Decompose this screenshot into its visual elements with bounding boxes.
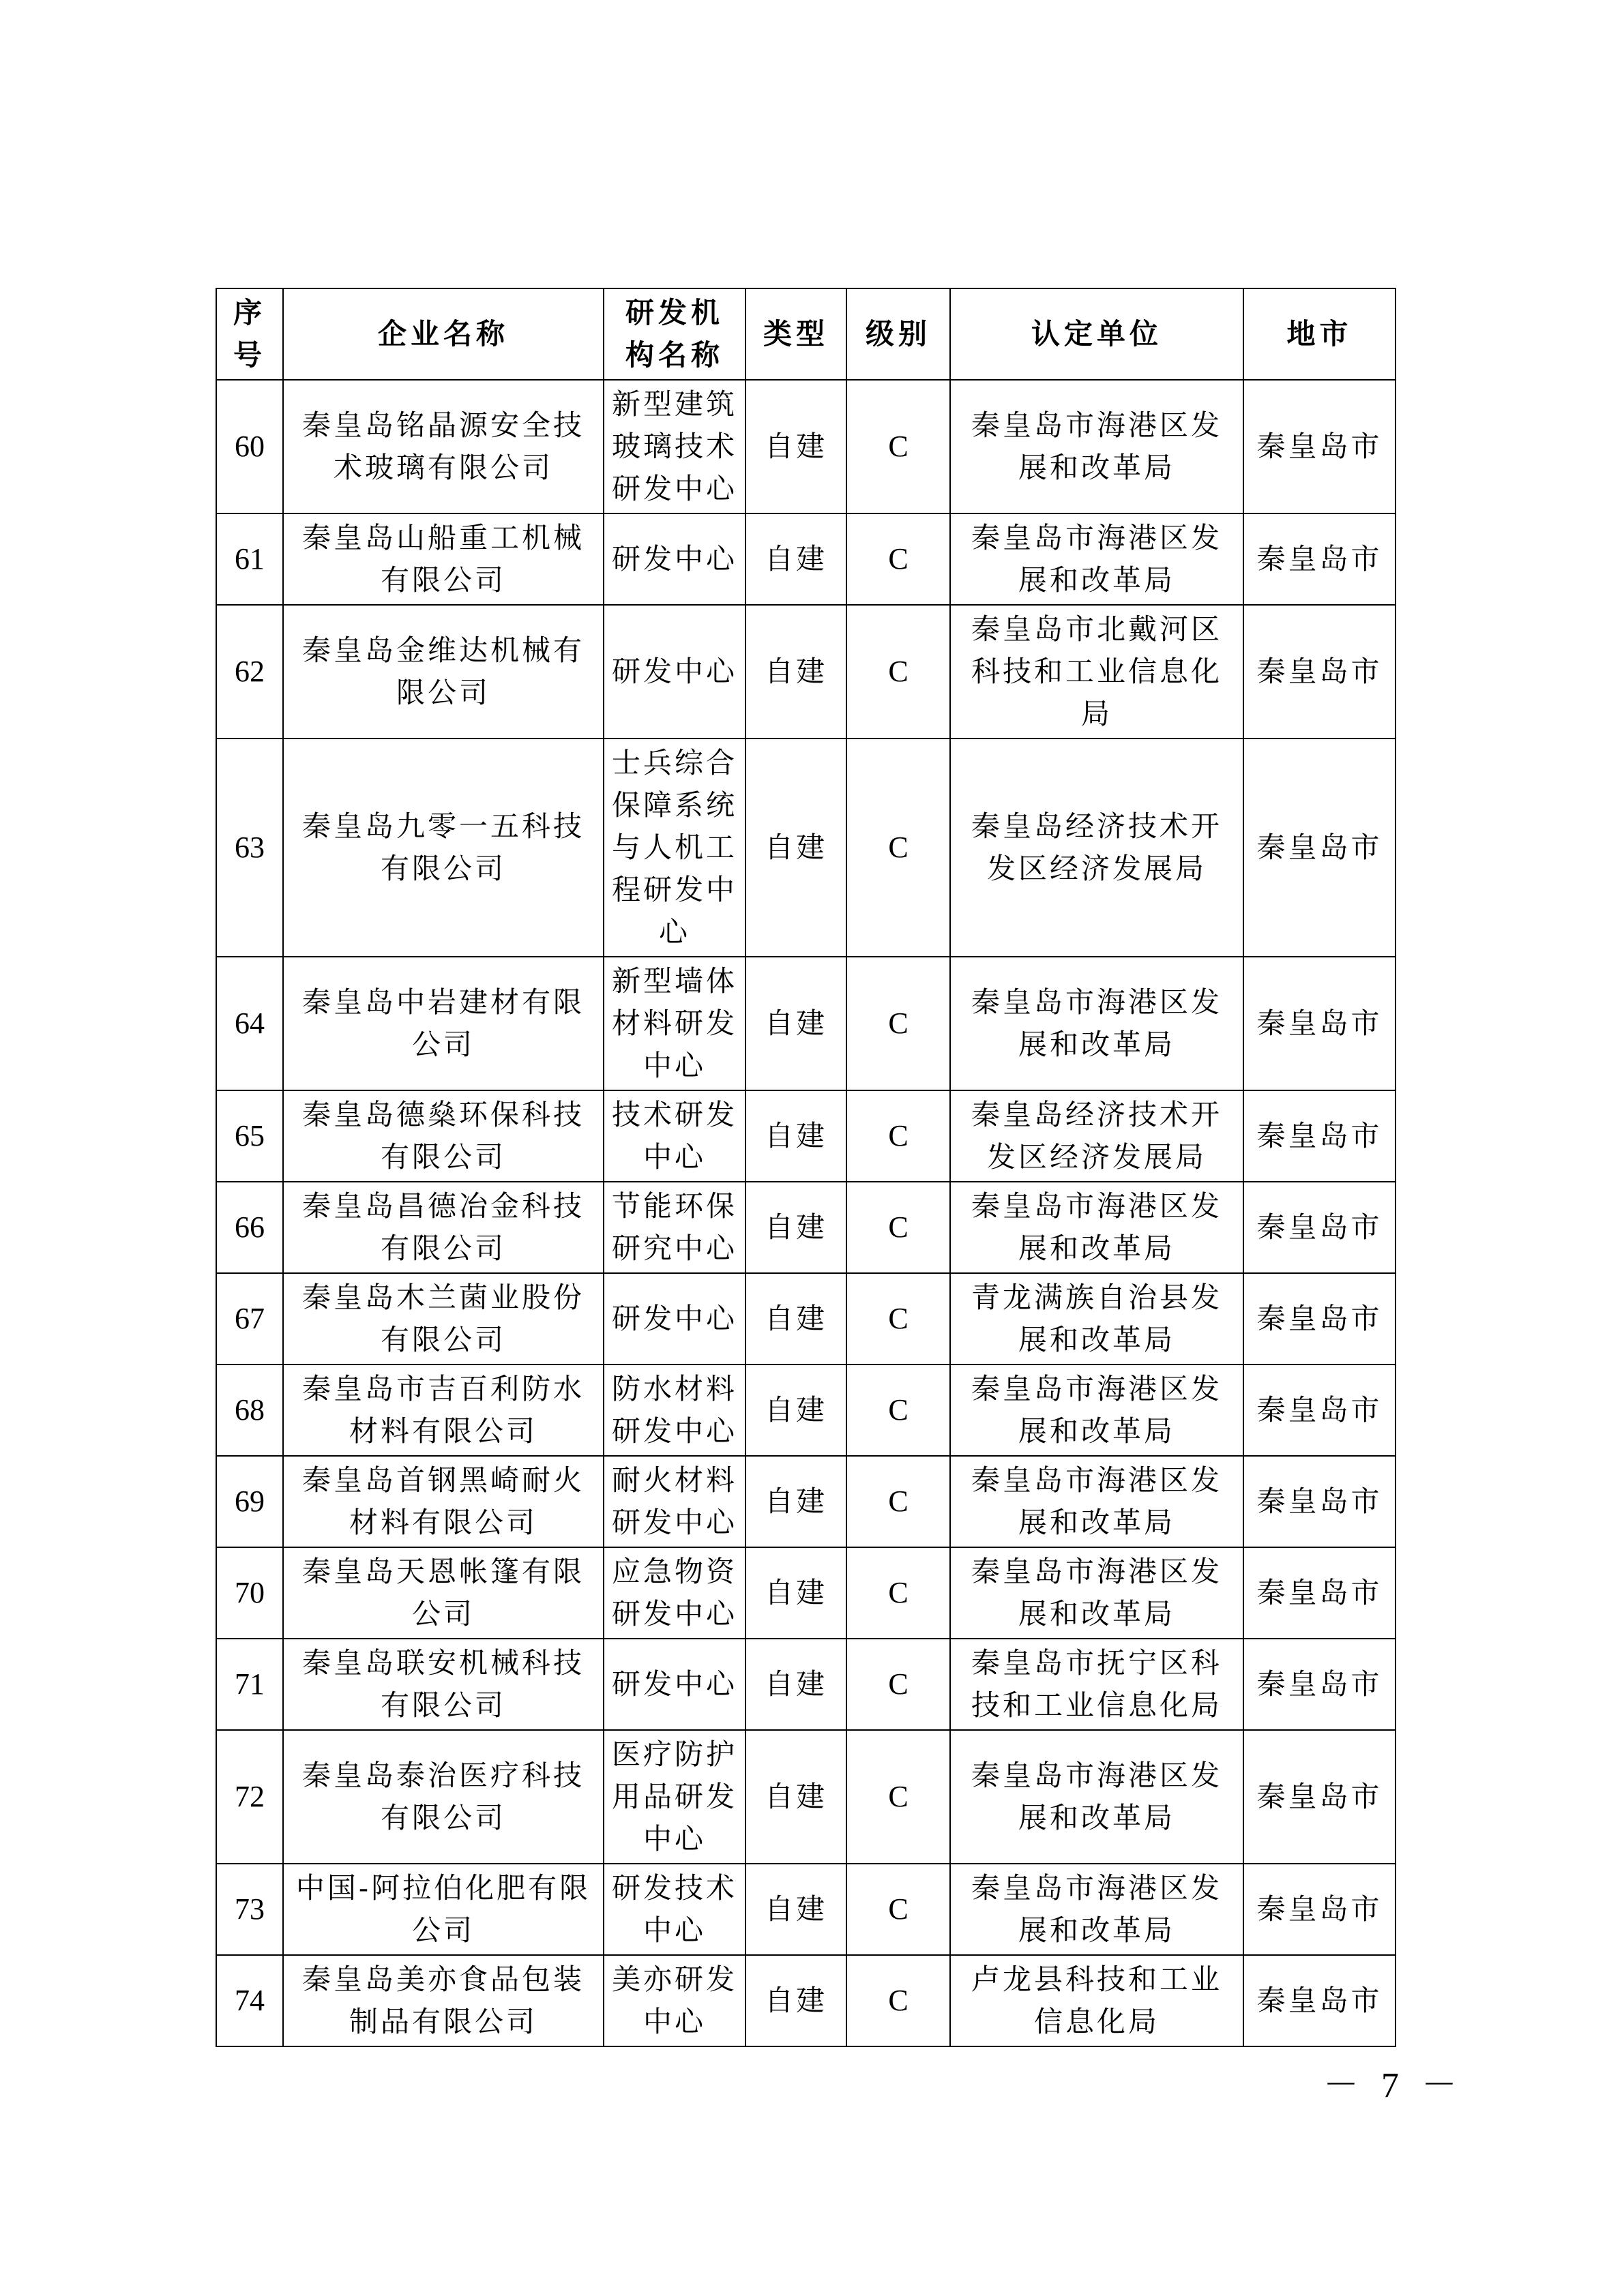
table-row [216,513,1396,605]
table-row [216,1090,1396,1182]
header-city: 地市 [1243,288,1396,380]
cell-seq: 71 [216,1639,283,1730]
cell-institution: 研发技术中心 [604,1864,745,1955]
cell-type: 自建 [745,957,846,1090]
cell-level: C [846,739,950,957]
cell-city: 秦皇岛市 [1243,605,1396,739]
cell-type: 自建 [745,1730,846,1864]
cell-city: 秦皇岛市 [1243,513,1396,605]
cell-seq: 61 [216,513,283,605]
cell-seq: 64 [216,957,283,1090]
header-authority: 认定单位 [950,288,1243,380]
cell-company: 秦皇岛金维达机械有限公司 [283,605,604,739]
cell-city: 秦皇岛市 [1243,1730,1396,1864]
cell-company: 秦皇岛市吉百利防水材料有限公司 [283,1365,604,1456]
cell-authority: 秦皇岛市海港区发展和改革局 [950,1864,1243,1955]
cell-authority: 秦皇岛经济技术开发区经济发展局 [950,739,1243,957]
cell-seq: 68 [216,1365,283,1456]
table-row [216,1365,1396,1456]
cell-level: C [846,605,950,739]
cell-city: 秦皇岛市 [1243,1547,1396,1639]
cell-level: C [846,1182,950,1273]
cell-authority: 秦皇岛市海港区发展和改革局 [950,513,1243,605]
cell-level: C [846,1730,950,1864]
cell-level: C [846,1547,950,1639]
cell-type: 自建 [745,1955,846,2046]
cell-seq: 70 [216,1547,283,1639]
cell-company: 秦皇岛首钢黑崎耐火材料有限公司 [283,1456,604,1547]
cell-type: 自建 [745,739,846,957]
cell-level: C [846,957,950,1090]
cell-seq: 72 [216,1730,283,1864]
cell-seq: 62 [216,605,283,739]
cell-authority: 秦皇岛市海港区发展和改革局 [950,380,1243,513]
cell-city: 秦皇岛市 [1243,1955,1396,2046]
table-row [216,1547,1396,1639]
cell-company: 秦皇岛美亦食品包装制品有限公司 [283,1955,604,2046]
cell-company: 中国-阿拉伯化肥有限公司 [283,1864,604,1955]
cell-authority: 秦皇岛市海港区发展和改革局 [950,1547,1243,1639]
header-type: 类型 [745,288,846,380]
table-row [216,739,1396,957]
cell-company: 秦皇岛山船重工机械有限公司 [283,513,604,605]
cell-institution: 技术研发中心 [604,1090,745,1182]
cell-authority: 秦皇岛市海港区发展和改革局 [950,1365,1243,1456]
table-row [216,380,1396,513]
cell-city: 秦皇岛市 [1243,739,1396,957]
cell-authority: 青龙满族自治县发展和改革局 [950,1273,1243,1365]
cell-type: 自建 [745,1090,846,1182]
cell-authority: 秦皇岛市海港区发展和改革局 [950,1730,1243,1864]
cell-level: C [846,1955,950,2046]
cell-company: 秦皇岛九零一五科技有限公司 [283,739,604,957]
header-seq: 序号 [216,288,283,380]
cell-city: 秦皇岛市 [1243,1639,1396,1730]
cell-company: 秦皇岛昌德冶金科技有限公司 [283,1182,604,1273]
cell-institution: 节能环保研究中心 [604,1182,745,1273]
cell-company: 秦皇岛德燊环保科技有限公司 [283,1090,604,1182]
cell-institution: 耐火材料研发中心 [604,1456,745,1547]
table-row [216,1864,1396,1955]
cell-type: 自建 [745,1273,846,1365]
cell-type: 自建 [745,605,846,739]
rd-institution-table [216,288,1396,2047]
cell-seq: 69 [216,1456,283,1547]
cell-type: 自建 [745,1182,846,1273]
cell-authority: 秦皇岛经济技术开发区经济发展局 [950,1090,1243,1182]
table-row [216,1639,1396,1730]
cell-authority: 秦皇岛市海港区发展和改革局 [950,957,1243,1090]
cell-level: C [846,1090,950,1182]
cell-city: 秦皇岛市 [1243,1090,1396,1182]
header-institution: 研发机构名称 [604,288,745,380]
cell-city: 秦皇岛市 [1243,1182,1396,1273]
cell-institution: 研发中心 [604,513,745,605]
cell-company: 秦皇岛中岩建材有限公司 [283,957,604,1090]
page-number: － 7 － [1323,2066,1464,2105]
cell-city: 秦皇岛市 [1243,1365,1396,1456]
cell-company: 秦皇岛天恩帐篷有限公司 [283,1547,604,1639]
table-row [216,1955,1396,2046]
table-row [216,605,1396,739]
cell-institution: 新型建筑玻璃技术研发中心 [604,380,745,513]
cell-city: 秦皇岛市 [1243,1456,1396,1547]
cell-type: 自建 [745,1365,846,1456]
cell-institution: 美亦研发中心 [604,1955,745,2046]
cell-institution: 士兵综合保障系统与人机工程研发中心 [604,739,745,957]
table-row [216,1456,1396,1547]
cell-authority: 秦皇岛市海港区发展和改革局 [950,1456,1243,1547]
cell-type: 自建 [745,1456,846,1547]
cell-type: 自建 [745,380,846,513]
cell-company: 秦皇岛铭晶源安全技术玻璃有限公司 [283,380,604,513]
cell-level: C [846,380,950,513]
cell-seq: 73 [216,1864,283,1955]
cell-type: 自建 [745,1639,846,1730]
cell-level: C [846,1639,950,1730]
table-row [216,1182,1396,1273]
cell-seq: 66 [216,1182,283,1273]
cell-type: 自建 [745,513,846,605]
table-body [216,380,1396,2046]
cell-seq: 60 [216,380,283,513]
cell-institution: 医疗防护用品研发中心 [604,1730,745,1864]
cell-type: 自建 [745,1864,846,1955]
cell-city: 秦皇岛市 [1243,380,1396,513]
cell-authority: 秦皇岛市抚宁区科技和工业信息化局 [950,1639,1243,1730]
cell-institution: 研发中心 [604,605,745,739]
cell-city: 秦皇岛市 [1243,957,1396,1090]
cell-seq: 63 [216,739,283,957]
cell-city: 秦皇岛市 [1243,1273,1396,1365]
table-row [216,957,1396,1090]
cell-level: C [846,1864,950,1955]
table-row [216,1730,1396,1864]
cell-company: 秦皇岛泰治医疗科技有限公司 [283,1730,604,1864]
cell-level: C [846,1273,950,1365]
cell-seq: 67 [216,1273,283,1365]
cell-institution: 应急物资研发中心 [604,1547,745,1639]
cell-seq: 74 [216,1955,283,2046]
cell-company: 秦皇岛木兰菌业股份有限公司 [283,1273,604,1365]
cell-institution: 防水材料研发中心 [604,1365,745,1456]
cell-type: 自建 [745,1547,846,1639]
cell-institution: 新型墙体材料研发中心 [604,957,745,1090]
cell-institution: 研发中心 [604,1273,745,1365]
cell-level: C [846,1365,950,1456]
cell-authority: 卢龙县科技和工业信息化局 [950,1955,1243,2046]
cell-authority: 秦皇岛市海港区发展和改革局 [950,1182,1243,1273]
cell-level: C [846,513,950,605]
cell-level: C [846,1456,950,1547]
header-level: 级别 [846,288,950,380]
cell-seq: 65 [216,1090,283,1182]
cell-authority: 秦皇岛市北戴河区科技和工业信息化局 [950,605,1243,739]
cell-institution: 研发中心 [604,1639,745,1730]
header-company: 企业名称 [283,288,604,380]
cell-city: 秦皇岛市 [1243,1864,1396,1955]
table-header-row [216,288,1396,380]
table-row [216,1273,1396,1365]
cell-company: 秦皇岛联安机械科技有限公司 [283,1639,604,1730]
